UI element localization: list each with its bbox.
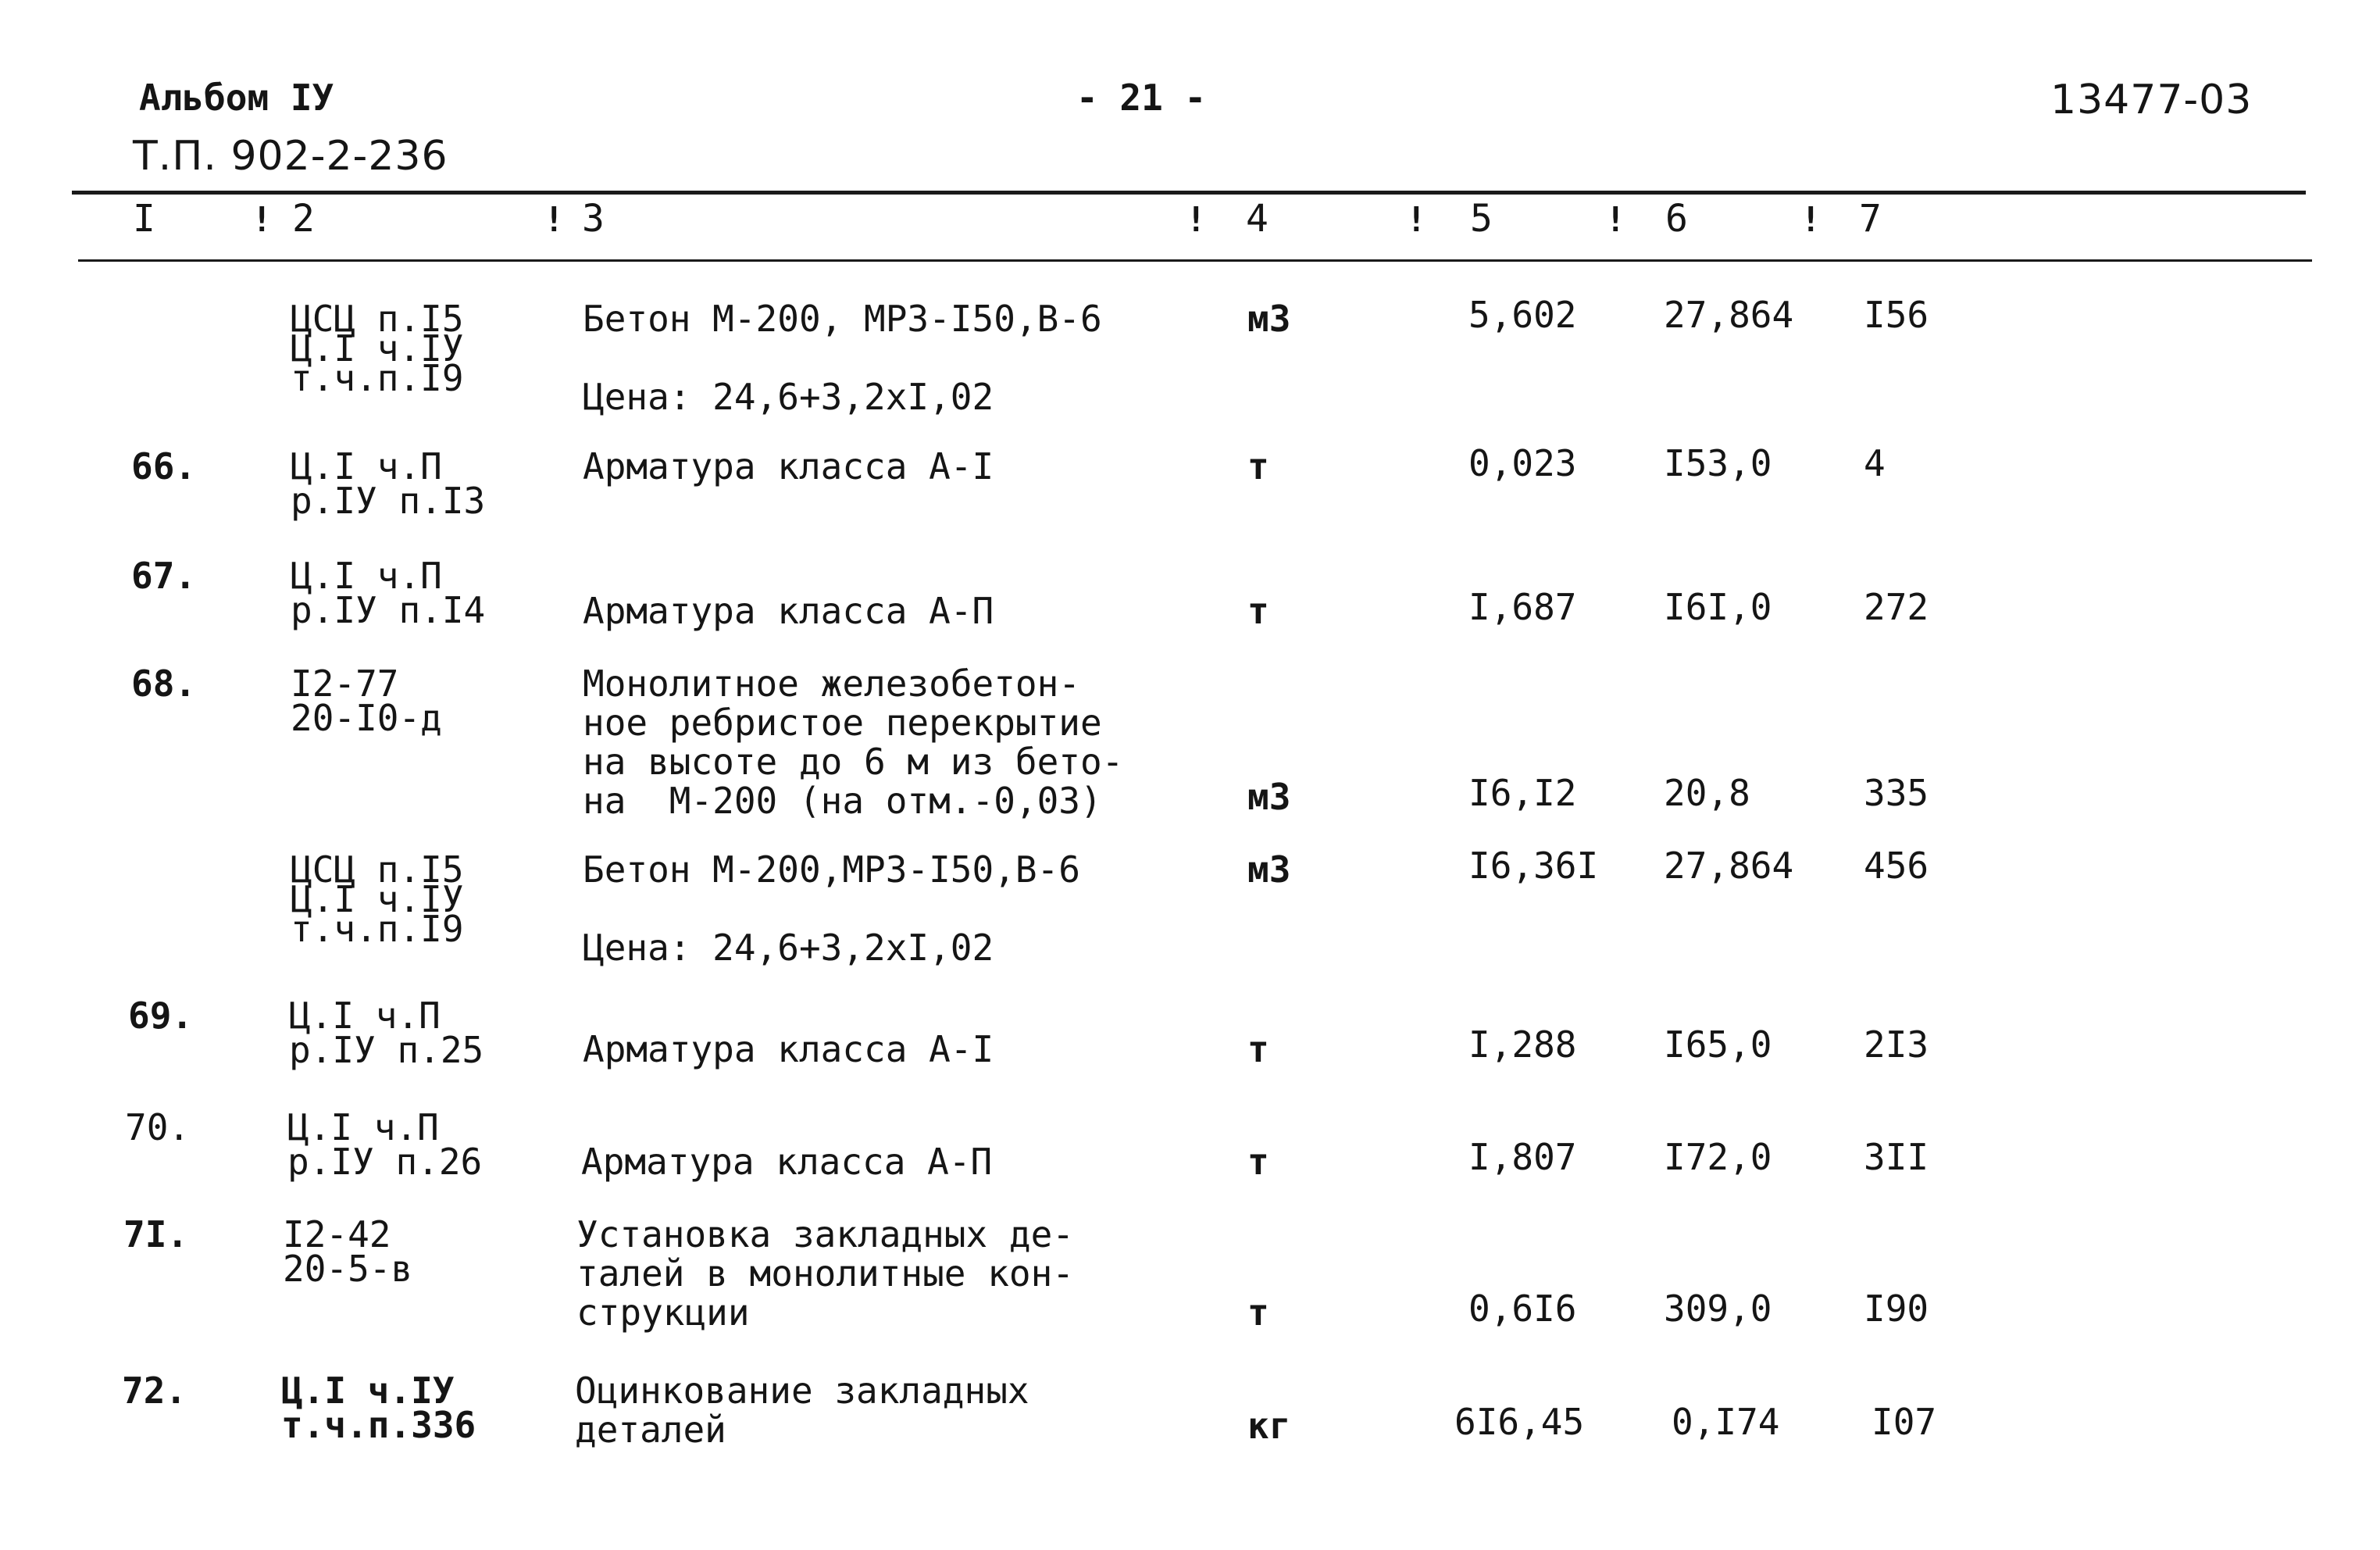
column-separator: ! [1800, 200, 1822, 240]
header-rule-bottom [78, 259, 2312, 262]
row-quantity: 0,023 [1468, 442, 1577, 484]
column-number-4: 4 [1246, 197, 1269, 241]
row-price: 20,8 [1664, 772, 1750, 814]
column-number-3: 3 [582, 197, 605, 241]
row-total: I07 [1872, 1401, 1937, 1443]
row-price: 27,864 [1664, 845, 1794, 887]
column-number-1: I [133, 197, 155, 241]
column-separator: ! [1406, 200, 1427, 240]
row-description: Установка закладных де- талей в монолитные кон- струкции [576, 1213, 1074, 1334]
column-number-5: 5 [1470, 197, 1493, 241]
row-quantity: 0,6I6 [1468, 1288, 1577, 1330]
row-code: Ц.I ч.П р.IУ п.26 [287, 1106, 483, 1183]
row-quantity: I,288 [1468, 1023, 1577, 1066]
row-description: Арматура класса А-П [581, 1141, 993, 1183]
row-unit: т [1247, 1291, 1269, 1334]
row-description: Арматура класса А-П [583, 590, 994, 632]
row-number: 72. [122, 1370, 187, 1412]
row-number: 68. [131, 662, 197, 705]
row-number: 66. [131, 445, 197, 488]
row-description: Арматура класса А-I [583, 1028, 994, 1070]
row-total: I90 [1864, 1288, 1929, 1330]
row-number: 69. [128, 995, 194, 1037]
row-number: 70. [125, 1106, 191, 1148]
column-separator: ! [252, 200, 273, 240]
row-total: 272 [1864, 586, 1929, 628]
row-code: I2-77 20-I0-д [291, 662, 442, 739]
header-rule-top [72, 191, 2306, 195]
row-quantity: I6,I2 [1468, 772, 1577, 814]
row-code: Ц.I ч.П р.IУ п.I4 [291, 555, 486, 631]
row-quantity: I,807 [1468, 1136, 1577, 1178]
row-total: 456 [1864, 845, 1929, 887]
row-quantity: 5,602 [1468, 294, 1577, 336]
row-unit: т [1247, 590, 1269, 632]
row-price: 27,864 [1664, 294, 1794, 336]
row-code: Ц.I ч.П р.IУ п.25 [289, 995, 484, 1071]
column-number-7: 7 [1859, 197, 1882, 241]
row-unit: м3 [1247, 298, 1291, 340]
row-description: Оцинкование закладных деталей [575, 1370, 1029, 1451]
row-total: I56 [1864, 294, 1929, 336]
column-separator: ! [544, 200, 565, 240]
row-code: I2-42 20-5-в [283, 1213, 413, 1290]
column-number-2: 2 [292, 197, 315, 241]
row-description: Бетон М-200,МРЗ-I50,В-6 Цена: 24,6+3,2хI,02 [583, 848, 1080, 969]
row-unit: т [1247, 1028, 1269, 1070]
row-price: I65,0 [1664, 1023, 1772, 1066]
row-price: I72,0 [1664, 1136, 1772, 1178]
row-description: Монолитное железобетон- ное ребристое перекрытие на высоте до 6 м из бето- на М-200 (на отм.-0,03) [583, 662, 1124, 822]
row-code: Ц.I ч.П р.IУ п.I3 [291, 445, 486, 522]
row-unit: т [1247, 445, 1269, 488]
row-total: 4 [1864, 442, 1886, 484]
row-quantity: 6I6,45 [1454, 1401, 1585, 1443]
row-code: ЦСЦ п.I5 Ц.I ч.IУ т.ч.п.I9 [291, 848, 464, 950]
row-quantity: I,687 [1468, 586, 1577, 628]
page-number: - 21 - [1076, 77, 1207, 119]
column-separator: ! [1186, 200, 1207, 240]
row-description: Бетон М-200, МРЗ-I50,В-6 Цена: 24,6+3,2хI,02 [583, 298, 1102, 418]
row-total: 3II [1864, 1136, 1929, 1178]
row-number: 67. [131, 555, 197, 597]
column-separator: ! [1605, 200, 1626, 240]
row-unit: т [1247, 1141, 1269, 1183]
album-label: Альбом IУ [139, 77, 334, 119]
row-total: 335 [1864, 772, 1929, 814]
row-price: 0,I74 [1672, 1401, 1780, 1443]
row-unit: м3 [1247, 776, 1291, 818]
document-code: 13477-03 [2050, 77, 2253, 123]
row-code: Ц.I ч.IУ т.ч.п.336 [281, 1370, 476, 1446]
row-number: 7I. [123, 1213, 189, 1255]
row-quantity: I6,36I [1468, 845, 1599, 887]
project-number: Т.П. 902-2-236 [133, 133, 448, 180]
row-unit: кг [1247, 1405, 1291, 1447]
row-unit: м3 [1247, 848, 1291, 891]
row-code: ЦСЦ п.I5 Ц.I ч.IУ т.ч.п.I9 [291, 298, 464, 399]
row-price: I53,0 [1664, 442, 1772, 484]
row-description: Арматура класса А-I [583, 445, 994, 488]
row-price: I6I,0 [1664, 586, 1772, 628]
column-number-6: 6 [1665, 197, 1688, 241]
row-total: 2I3 [1864, 1023, 1929, 1066]
row-price: 309,0 [1664, 1288, 1772, 1330]
